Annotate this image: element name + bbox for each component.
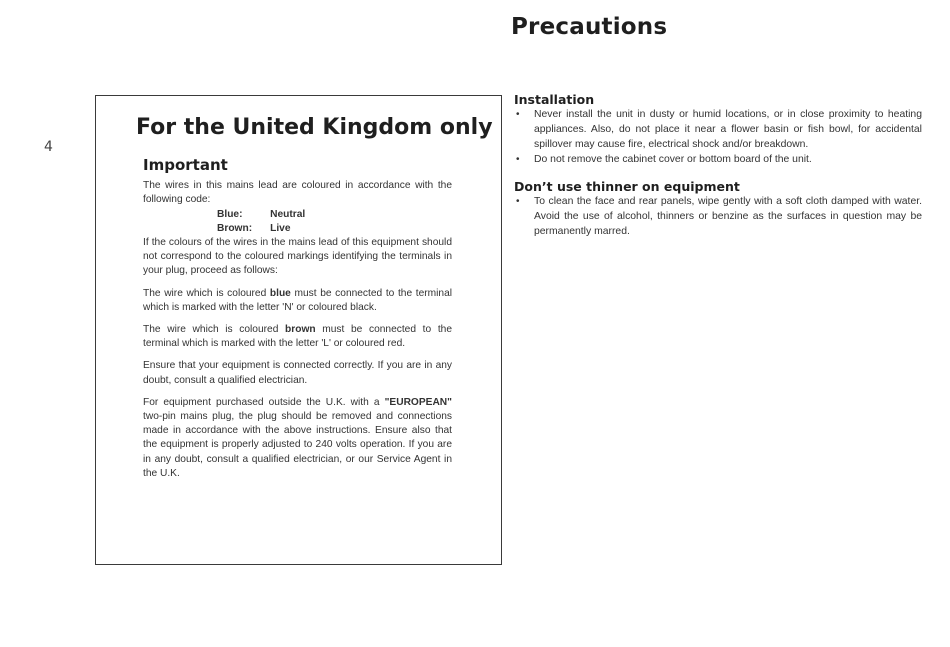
blue-wire-paragraph [143, 287, 452, 315]
page-number: 4 [44, 139, 53, 155]
important-heading: Important [143, 156, 228, 174]
page-title: Precautions [511, 14, 668, 40]
bold-term: blue [269, 287, 291, 299]
text-run: two-pin mains plug, the plug should be removed and connections made in accordance with the above instructions. Ensure also that the equipment is properly adjusted to 240 volts operation. If you are in any doubt, consult a qualified electrician, or our Service Agent in the U.K. [143, 411, 452, 479]
color-code-label: Brown: [217, 222, 253, 234]
color-code-table [217, 208, 313, 236]
uk-notice-box [95, 95, 502, 565]
bold-term: "EUROPEAN" [384, 396, 452, 408]
list-item-text: Never install the unit in dusty or humid locations, or in close proximity to heating appliances. Also, do not place it near a flower basin or fish bowl, for accidental spillover may cause fire, electrical shock and/or breakdown. [534, 109, 922, 150]
list-item [514, 152, 922, 167]
color-code-row [217, 222, 313, 236]
text-run: The wire which is coloured [143, 287, 270, 299]
color-code-value: Live [270, 222, 291, 234]
color-code-label: Blue: [217, 208, 243, 220]
list-item [514, 107, 922, 152]
color-code-value: Neutral [270, 208, 306, 220]
bullet-icon: • [516, 196, 520, 207]
european-plug-paragraph [143, 396, 452, 481]
list-item-text: To clean the face and rear panels, wipe gently with a soft cloth damped with water. Avoid the use of alcohol, thinners or benzine as the surfaces in question may be permanently marred. [534, 196, 922, 237]
installation-heading: Installation [514, 92, 595, 107]
text-run: For equipment purchased outside the U.K. with a [143, 396, 385, 408]
wire-code-intro: The wires in this mains lead are coloured in accordance with the following code: [143, 180, 452, 206]
thinner-heading: Don’t use thinner on equipment [514, 179, 740, 194]
bold-term: brown [285, 324, 316, 336]
precautions-column [514, 92, 922, 251]
installation-list [514, 107, 922, 167]
text-run: must be connected to the terminal which is marked with the letter 'N' or coloured black. [143, 287, 452, 313]
colours-paragraph: If the colours of the wires in the mains lead of this equipment should not correspond to the coloured markings identifying the terminals in your plug, proceed as follows: [143, 237, 452, 277]
bullet-icon: • [516, 109, 520, 120]
list-item [514, 194, 922, 239]
color-code-row [217, 208, 313, 222]
text-run: must be connected to the terminal which is marked with the letter 'L' or coloured red. [143, 324, 452, 350]
uk-notice-body [143, 158, 452, 489]
thinner-list [514, 194, 922, 239]
bullet-icon: • [516, 154, 520, 165]
ensure-paragraph: Ensure that your equipment is connected correctly. If you are in any doubt, consult a qualified electrician. [143, 360, 452, 386]
list-item-text: Do not remove the cabinet cover or bottom board of the unit. [534, 154, 812, 165]
uk-notice-heading: For the United Kingdom only [136, 115, 493, 140]
text-run: The wire which is coloured [143, 324, 286, 336]
brown-wire-paragraph [143, 323, 452, 351]
